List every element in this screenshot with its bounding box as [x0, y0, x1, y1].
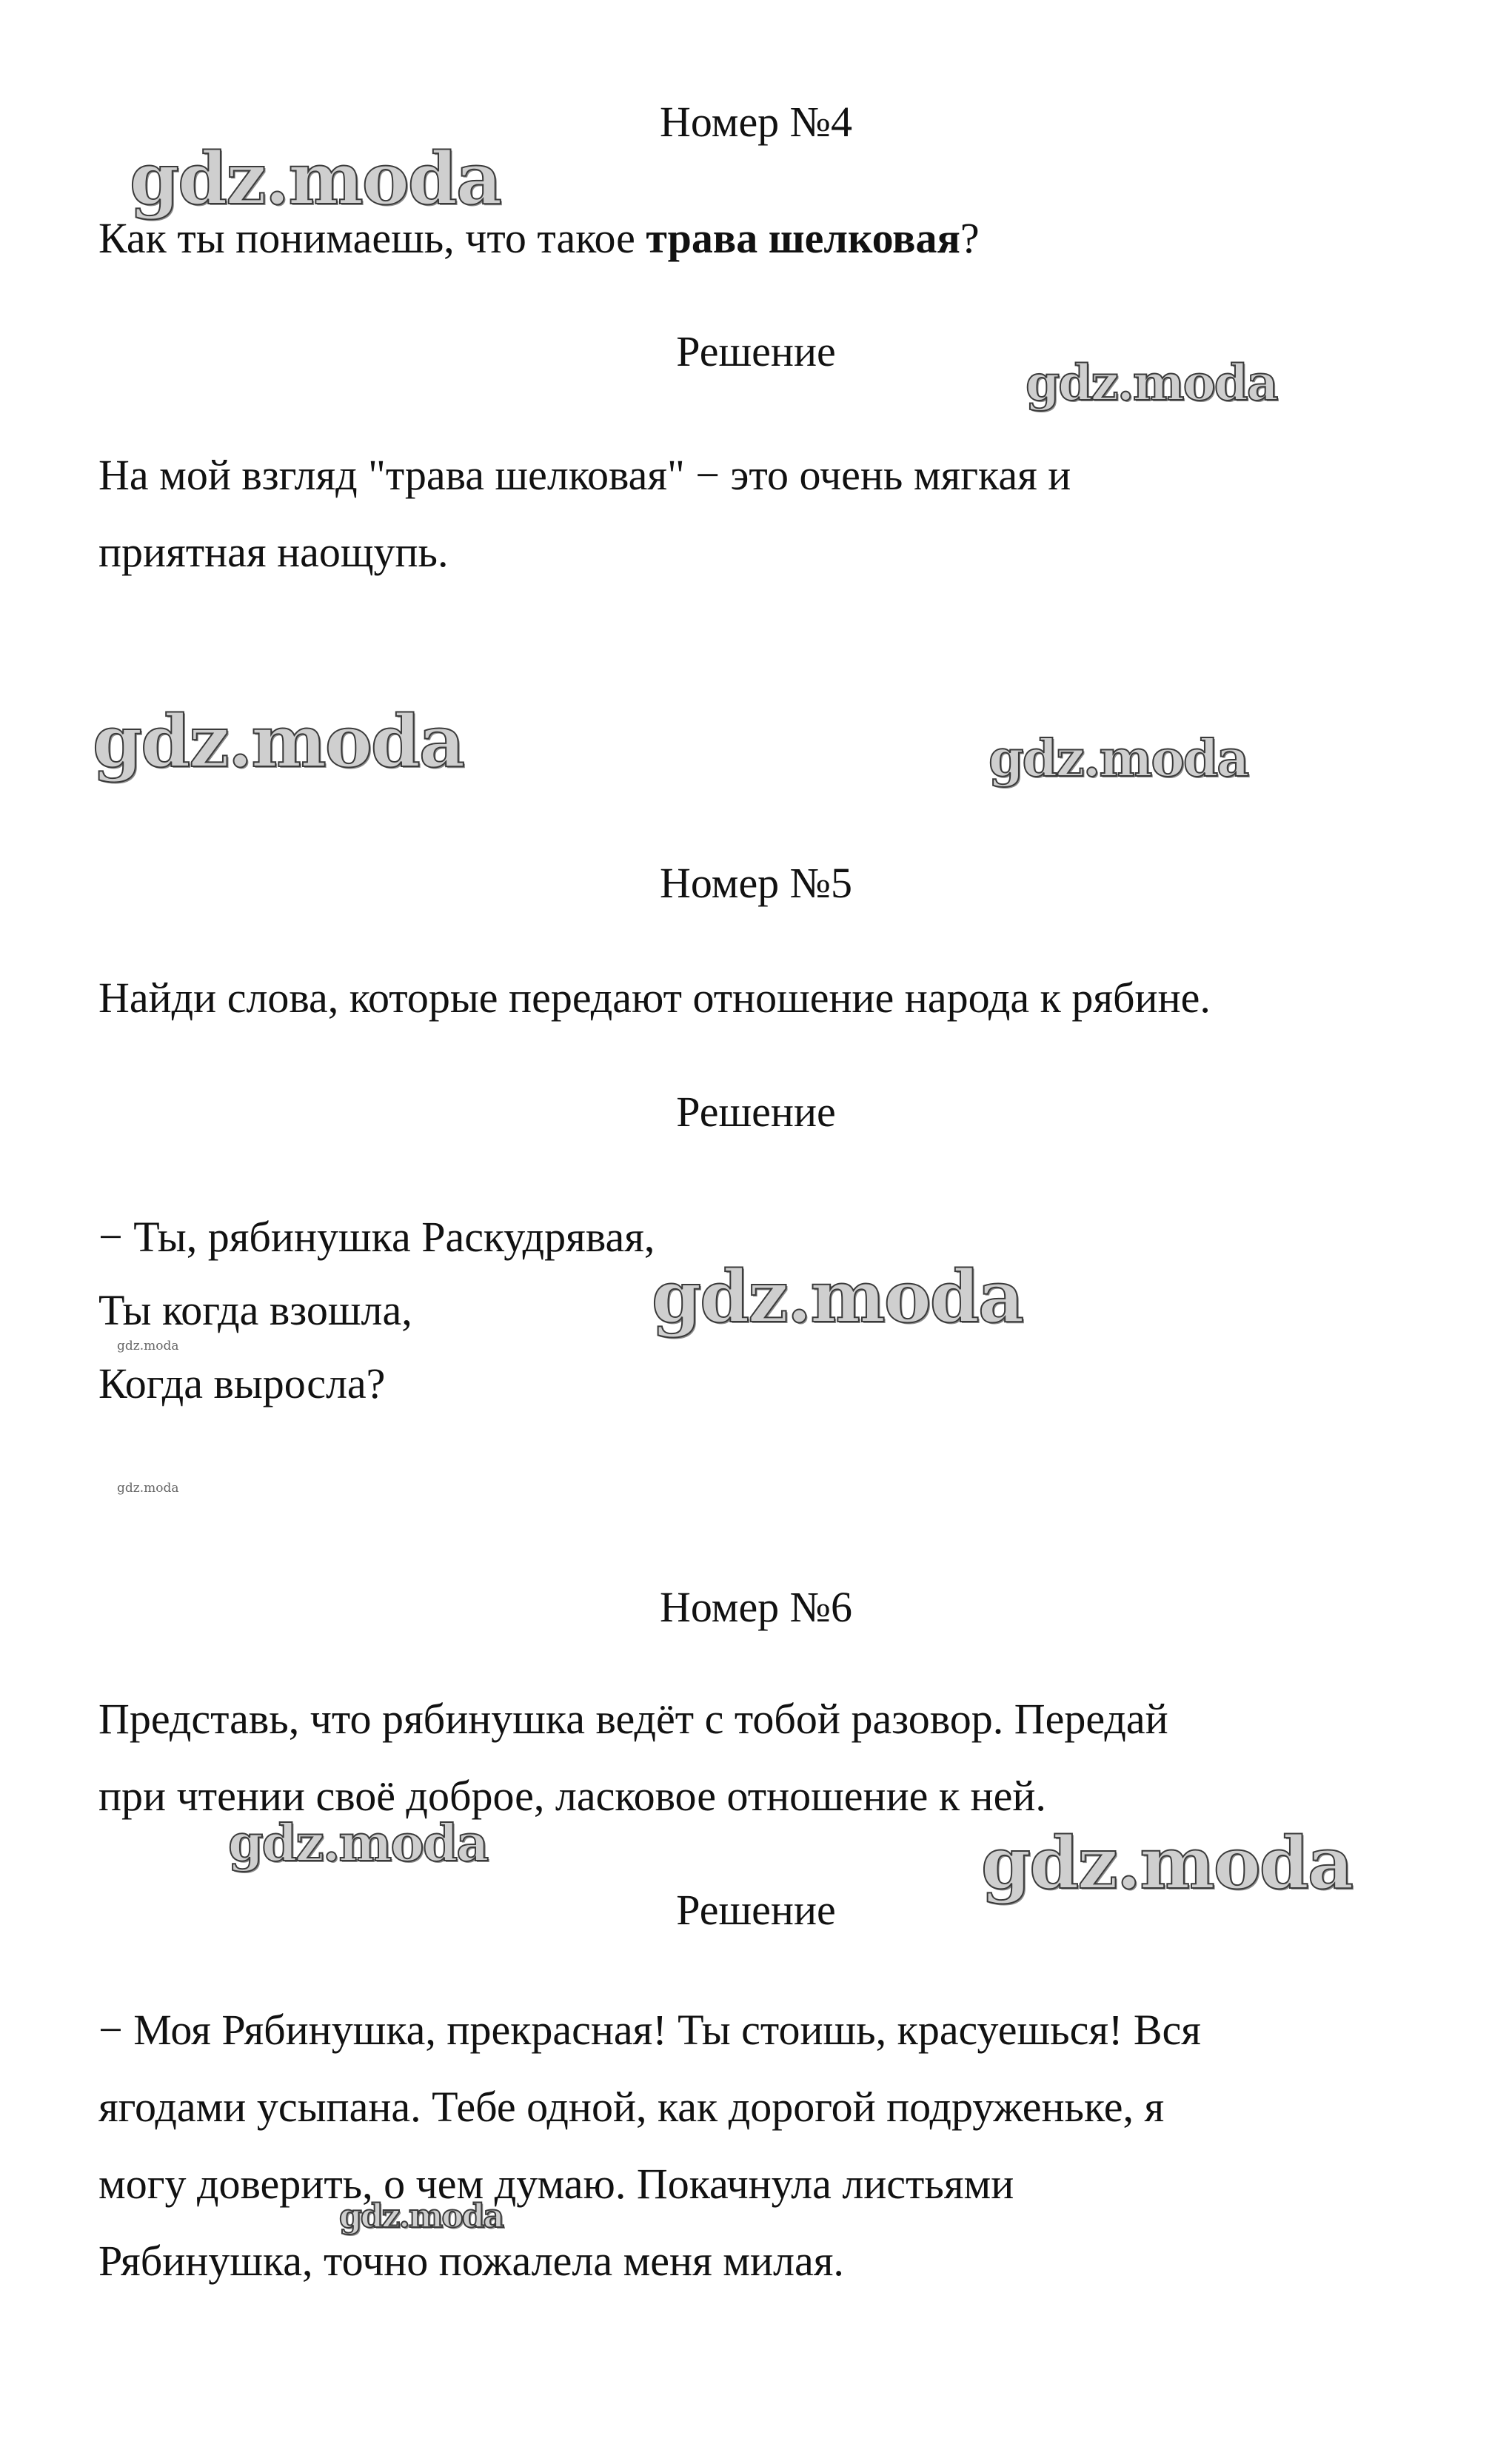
- task6-answer-line: ягодами усыпана. Тебе одной, как дорогой подруженьке, я: [98, 2083, 1165, 2131]
- task6-answer-line: − Моя Рябинушка, прекрасная! Ты стоишь, красуешься! Вся: [98, 2006, 1201, 2054]
- task5-answer-line: Когда выросла?: [98, 1359, 386, 1407]
- watermark: gdz.moda: [93, 700, 464, 783]
- watermark: gdz.moda: [117, 1339, 179, 1353]
- task5-answer-line: Ты когда взошла,: [98, 1286, 412, 1334]
- task4-heading: Номер №4: [659, 98, 853, 146]
- task6-question-line: Представь, что рябинушка ведёт с тобой разовор. Передай: [98, 1695, 1168, 1743]
- task4-question-text: Как ты понимаешь, что такое: [98, 214, 646, 262]
- task4-answer-line: На мой взгляд "трава шелковая" − это очень мягкая и: [98, 451, 1071, 499]
- watermark: gdz.moda: [130, 137, 501, 221]
- task5-heading: Номер №5: [659, 859, 853, 907]
- watermark: gdz.moda: [652, 1255, 1023, 1339]
- watermark: gdz.moda: [989, 729, 1248, 789]
- watermark: gdz.moda: [117, 1481, 179, 1496]
- task5-answer-line: − Ты, рябинушка Раскудрявая,: [98, 1213, 655, 1261]
- task5-solution-heading: Решение: [676, 1088, 836, 1136]
- task6-answer-line: Рябинушка, точно пожалела меня милая.: [98, 2237, 844, 2285]
- watermark: gdz.moda: [339, 2197, 504, 2235]
- task6-answer: [98, 1992, 1454, 2300]
- task4-answer: [98, 437, 1454, 591]
- watermark: gdz.moda: [228, 1814, 488, 1873]
- task4-question-term: трава шелковая: [646, 214, 960, 262]
- task6-answer-line: могу доверить, о чем думаю. Покачнула листьями: [98, 2160, 1014, 2208]
- task6-solution-heading: Решение: [676, 1886, 836, 1934]
- task6-question: [98, 1681, 1454, 1835]
- watermark: gdz.moda: [981, 1821, 1353, 1905]
- task6-question-line: при чтении своё доброе, ласковое отношение к ней.: [98, 1772, 1046, 1820]
- task4-question-end: ?: [960, 214, 980, 262]
- task6-heading: Номер №6: [659, 1583, 853, 1631]
- watermark: gdz.moda: [1026, 354, 1277, 412]
- task4-solution-heading: Решение: [676, 327, 836, 375]
- task4-answer-line: приятная наощупь.: [98, 528, 449, 576]
- task5-question: Найди слова, которые передают отношение народа к рябине.: [98, 974, 1211, 1022]
